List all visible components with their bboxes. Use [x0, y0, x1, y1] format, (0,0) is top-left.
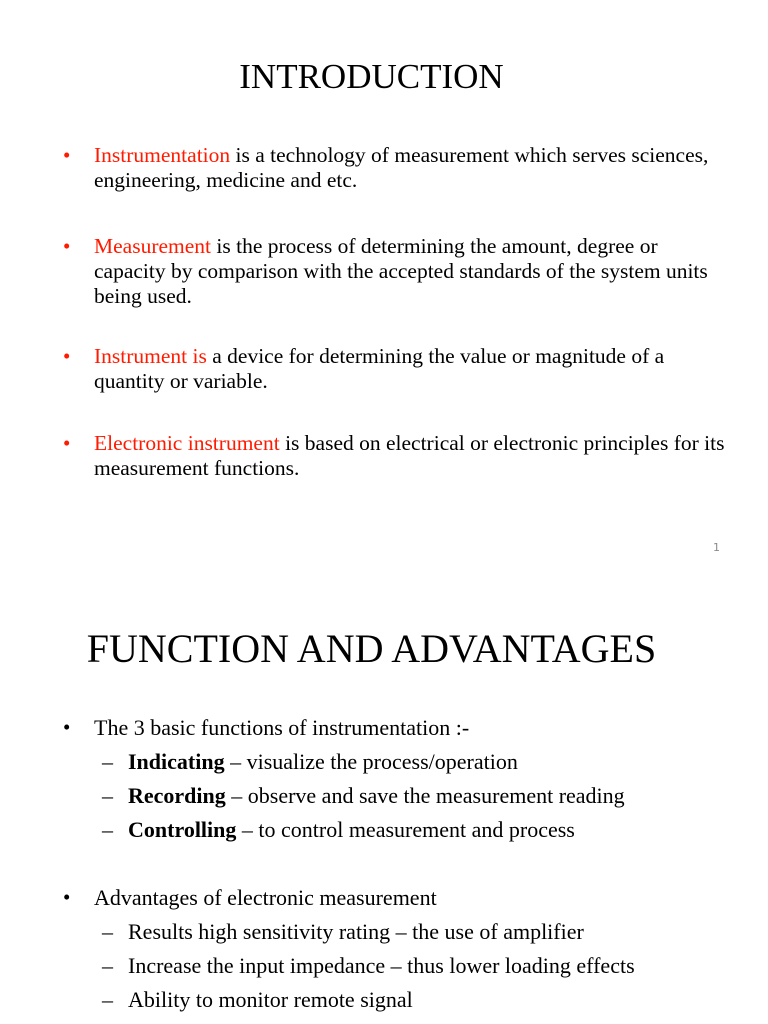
- bullet-dot: •: [63, 431, 71, 455]
- sub-bullet-text: – to control measurement and process: [236, 817, 575, 842]
- sub-bullet-item: [102, 817, 758, 843]
- bullet-item: [63, 344, 734, 394]
- slide-function-and-advantages: [0, 578, 768, 1024]
- bullet-item: [63, 715, 754, 741]
- bullet-item: [63, 885, 754, 911]
- sub-bullet-dash: –: [102, 817, 113, 842]
- sub-bullet-item: [102, 749, 758, 775]
- bullet-dot: •: [63, 715, 71, 739]
- bullet-dot: •: [63, 234, 71, 258]
- bullet-term: Measurement: [94, 234, 212, 258]
- bullet-term: Instrumentation: [94, 143, 231, 167]
- sub-bullet-item: [102, 919, 758, 945]
- bullet-item: [63, 431, 734, 481]
- sub-bullet-text: – observe and save the measurement reading: [225, 783, 625, 808]
- sub-bullet-item: [102, 953, 758, 979]
- bullet-text: a device for determining the value or magnitude of a quantity or variable.: [94, 344, 665, 393]
- bullet-dot: •: [63, 143, 71, 167]
- sub-bullet-dash: –: [102, 953, 113, 978]
- sub-bullet-text: Increase the input impedance – thus lower loading effects: [128, 953, 635, 978]
- bullet-term: Electronic instrument: [94, 431, 280, 455]
- sub-bullet-term: Controlling: [128, 817, 237, 842]
- sub-bullet-item: [102, 987, 758, 1013]
- sub-bullet-dash: –: [102, 987, 113, 1012]
- sub-bullet-dash: –: [102, 783, 113, 808]
- bullet-text: is a technology of measurement which serves sciences, engineering, medicine and etc.: [94, 143, 709, 192]
- slide-title: FUNCTION AND ADVANTAGES: [86, 626, 657, 671]
- bullet-dot: •: [63, 344, 71, 368]
- bullet-term: Instrument is: [94, 344, 207, 368]
- slide-title: INTRODUCTION: [239, 57, 504, 96]
- bullet-text: The 3 basic functions of instrumentation :-: [94, 715, 470, 740]
- sub-bullet-dash: –: [102, 749, 113, 774]
- page-number: 1: [713, 541, 720, 554]
- sub-bullet-text: Results high sensitivity rating – the use of amplifier: [128, 919, 584, 944]
- bullet-dot: •: [63, 885, 71, 909]
- sub-bullet-text: Ability to monitor remote signal: [128, 987, 413, 1012]
- bullet-text: Advantages of electronic measurement: [94, 885, 437, 910]
- bullet-item: [63, 234, 734, 309]
- bullet-item: [63, 143, 734, 193]
- bullet-text: is based on electrical or electronic principles for its measurement functions.: [94, 431, 725, 480]
- bullet-text: is the process of determining the amount, degree or capacity by comparison with the accepted standards of the system units being used.: [94, 234, 708, 308]
- sub-bullet-term: Recording: [128, 783, 226, 808]
- sub-bullet-text: – visualize the process/operation: [224, 749, 518, 774]
- sub-bullet-dash: –: [102, 919, 113, 944]
- sub-bullet-item: [102, 783, 758, 809]
- sub-bullet-term: Indicating: [128, 749, 225, 774]
